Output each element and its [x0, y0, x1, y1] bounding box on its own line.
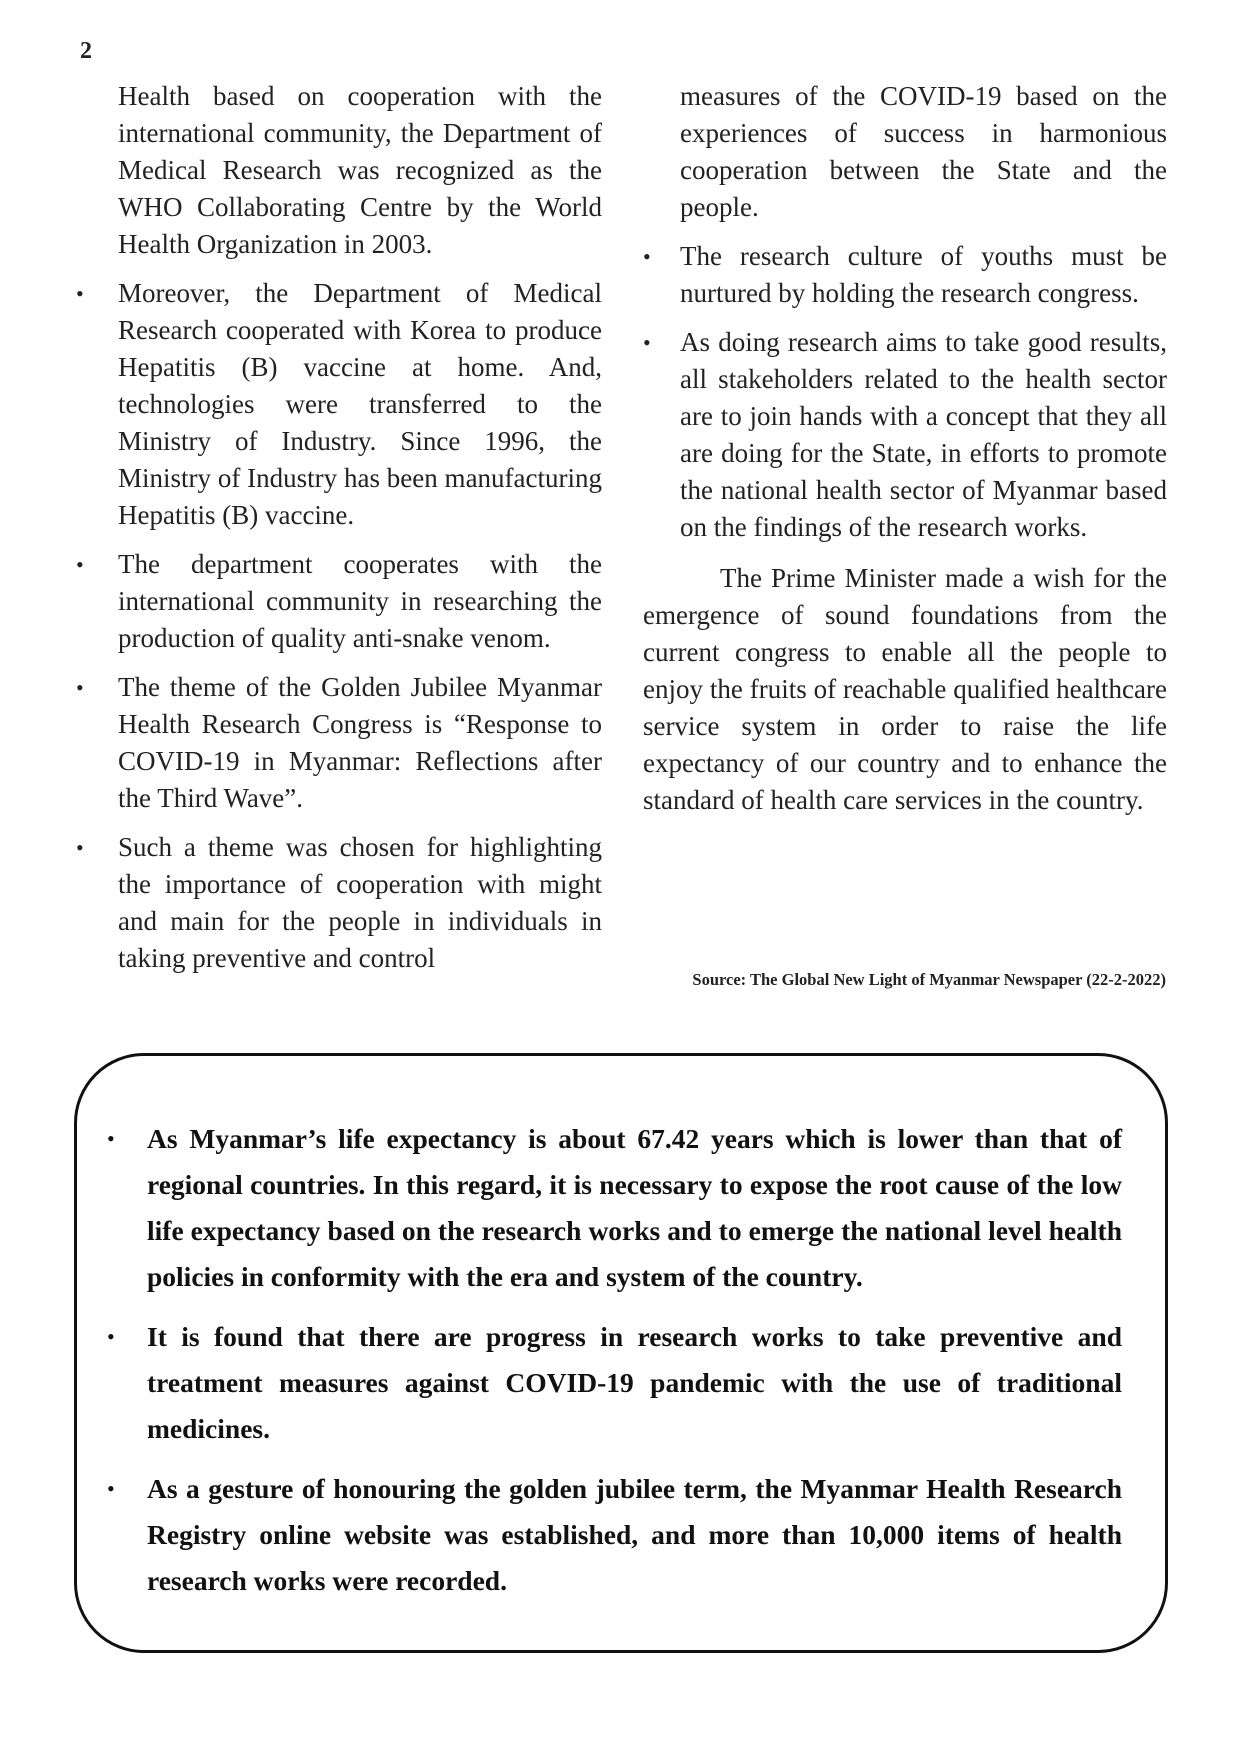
- bullet-icon: •: [76, 281, 84, 306]
- list-item: [76, 829, 602, 977]
- highlight-bullet-list: [107, 1116, 1122, 1618]
- list-item-text: It is found that there are progress in research works to take preventive and treatment measures against COVID-19 pandemic with the use of traditional medicines.: [147, 1321, 1122, 1444]
- right-continuation-paragraph: measures of the COVID-19 based on the experiences of success in harmonious cooperation between the State and the people.: [680, 81, 1167, 222]
- left-column: [76, 78, 602, 977]
- bullet-icon: •: [107, 1126, 115, 1151]
- right-bullet-list: [643, 238, 1167, 546]
- page-number: 2: [80, 38, 92, 64]
- bullet-icon: •: [76, 552, 84, 577]
- bullet-icon: •: [643, 244, 651, 269]
- bullet-icon: •: [107, 1324, 115, 1349]
- bullet-icon: •: [76, 675, 84, 700]
- bullet-icon: •: [107, 1476, 115, 1501]
- list-item-text: Such a theme was chosen for highlighting the importance of cooperation with might and main for the people in individuals in taking preventive and control: [118, 832, 602, 973]
- list-item-text: The research culture of youths must be nurtured by holding the research congress.: [680, 241, 1167, 308]
- list-item: [76, 546, 602, 657]
- bullet-icon: •: [643, 330, 651, 355]
- list-item: [107, 1466, 1122, 1604]
- source-citation: Source: The Global New Light of Myanmar Newspaper (22-2-2022): [692, 970, 1166, 989]
- bullet-icon: •: [76, 835, 84, 860]
- list-item-text: The department cooperates with the international community in researching the production of quality anti-snake venom.: [118, 549, 602, 653]
- left-continuation-paragraph: Health based on cooperation with the international community, the Department of Medical Research was recognized as the WHO Collaborating Centre by the World Health Organization in 2003.: [118, 81, 602, 259]
- list-item-text: The theme of the Golden Jubilee Myanmar Health Research Congress is “Response to COVID-19 in Myanmar: Reflections after the Third Wave”.: [118, 672, 602, 813]
- closing-paragraph: The Prime Minister made a wish for the emergence of sound foundations from the current congress to enable all the people to enjoy the fruits of reachable qualified healthcare service system in order to raise the life expectancy of our country and to enhance the standard of health care services in the country.: [643, 563, 1167, 815]
- right-column: [643, 78, 1167, 819]
- list-item: [643, 238, 1167, 312]
- left-bullet-list: [76, 275, 602, 977]
- list-item-text: Moreover, the Department of Medical Research cooperated with Korea to produce Hepatitis (B) vaccine at home. And, technologies were transferred to the Ministry of Industry. Since 1996, the Ministry of Industry has been manufacturing Hepatitis (B) vaccine.: [118, 278, 602, 530]
- list-item: [643, 324, 1167, 546]
- list-item: [107, 1116, 1122, 1300]
- list-item-text: As Myanmar’s life expectancy is about 67.42 years which is lower than that of regional countries. In this regard, it is necessary to expose the root cause of the low life expectancy based on the research works and to emerge the national level health policies in conformity with the era and system of the country.: [147, 1123, 1122, 1292]
- highlight-box: [74, 1053, 1168, 1653]
- list-item-text: As a gesture of honouring the golden jubilee term, the Myanmar Health Research Registry online website was established, and more than 10,000 items of health research works were recorded.: [147, 1473, 1122, 1596]
- list-item: [107, 1314, 1122, 1452]
- list-item: [76, 669, 602, 817]
- list-item: [76, 275, 602, 534]
- list-item-text: As doing research aims to take good results, all stakeholders related to the health sector are to join hands with a concept that they all are doing for the State, in efforts to promote the national health sector of Myanmar based on the findings of the research works.: [680, 327, 1167, 542]
